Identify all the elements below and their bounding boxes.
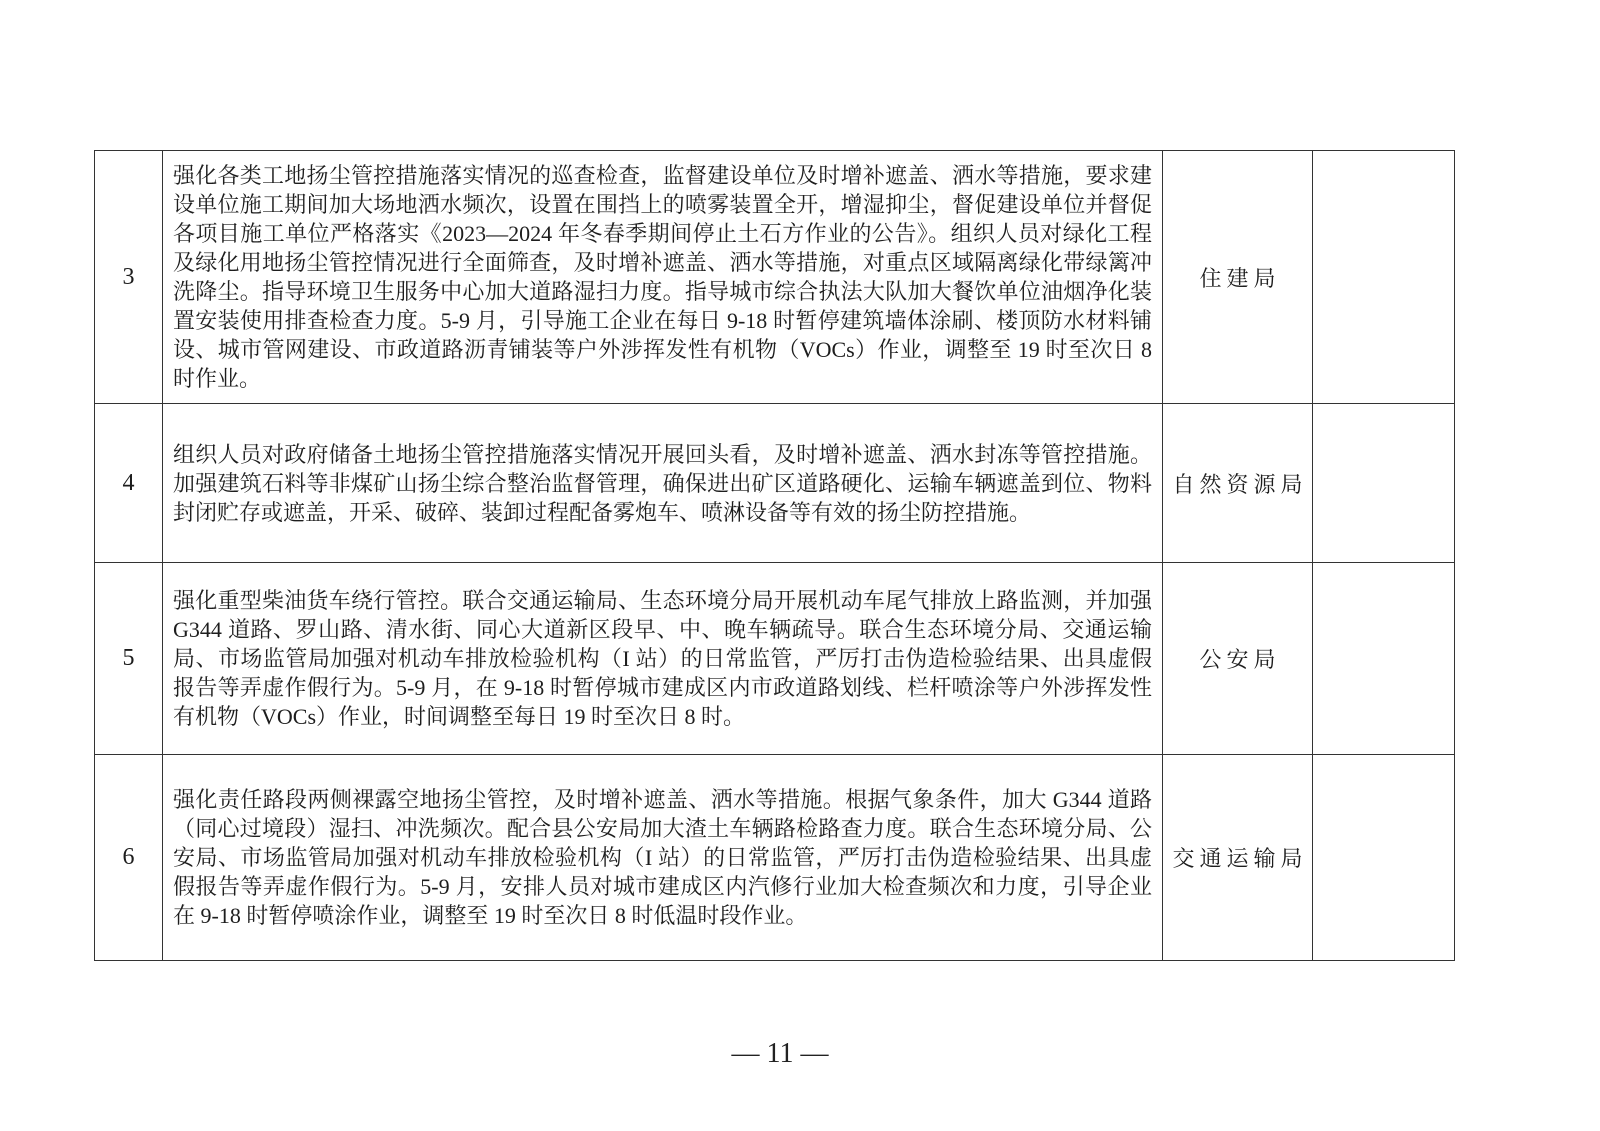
row-number: 6: [95, 755, 163, 961]
measure-text: 强化各类工地扬尘管控措施落实情况的巡查检查，监督建设单位及时增补遮盖、洒水等措施，要求建设单位施工期间加大场地洒水频次，设置在围挡上的喷雾装置全开，增湿抑尘，督促建设单位并督促各项目施工单位严格落实《2023—2024 年冬春季期间停止土石方作业的公告》。组织人员对绿化工程及绿化用地扬尘管控情况进行全面筛查，及时增补遮盖、洒水等措施，对重点区域隔离绿化带绿篱冲洗降尘。指导环境卫生服务中心加大道路湿扫力度。指导城市综合执法大队加大餐饮单位油烟净化装置安装使用排查检查力度。5-9 月，引导施工企业在每日 9-18 时暂停建筑墙体涂刷、楼顶防水材料铺设、城市管网建设、市政道路沥青铺装等户外涉挥发性有机物（VOCs）作业，调整至 19 时至次日 8 时作业。: [163, 151, 1163, 404]
row-number: 3: [95, 151, 163, 404]
remark-cell: [1313, 151, 1455, 404]
table-row: [95, 404, 1455, 563]
measures-table: [94, 150, 1455, 961]
department-name: 自然资源局: [1163, 404, 1313, 563]
row-number: 4: [95, 404, 163, 563]
table-row: [95, 151, 1455, 404]
measure-text: 强化重型柴油货车绕行管控。联合交通运输局、生态环境分局开展机动车尾气排放上路监测，并加强 G344 道路、罗山路、清水街、同心大道新区段早、中、晚车辆疏导。联合生态环境分局、交通运输局、市场监管局加强对机动车排放检验机构（I 站）的日常监管，严厉打击伪造检验结果、出具虚假报告等弄虚作假行为。5-9 月，在 9-18 时暂停城市建成区内市政道路划线、栏杆喷涂等户外涉挥发性有机物（VOCs）作业，时间调整至每日 19 时至次日 8 时。: [163, 563, 1163, 755]
remark-cell: [1313, 563, 1455, 755]
measure-text: 组织人员对政府储备土地扬尘管控措施落实情况开展回头看，及时增补遮盖、洒水封冻等管控措施。加强建筑石料等非煤矿山扬尘综合整治监督管理，确保进出矿区道路硬化、运输车辆遮盖到位、物料封闭贮存或遮盖，开采、破碎、装卸过程配备雾炮车、喷淋设备等有效的扬尘防控措施。: [163, 404, 1163, 563]
department-name: 交通运输局: [1163, 755, 1313, 961]
department-name: 住建局: [1163, 151, 1313, 404]
measure-text: 强化责任路段两侧裸露空地扬尘管控，及时增补遮盖、洒水等措施。根据气象条件，加大 G344 道路（同心过境段）湿扫、冲洗频次。配合县公安局加大渣土车辆路检路查力度。联合生态环境分局、公安局、市场监管局加强对机动车排放检验机构（I 站）的日常监管，严厉打击伪造检验结果、出具虚假报告等弄虚作假行为。5-9 月，安排人员对城市建成区内汽修行业加大检查频次和力度，引导企业在 9-18 时暂停喷涂作业，调整至 19 时至次日 8 时低温时段作业。: [163, 755, 1163, 961]
table-row: [95, 563, 1455, 755]
remark-cell: [1313, 404, 1455, 563]
table-row: [95, 755, 1455, 961]
row-number: 5: [95, 563, 163, 755]
department-name: 公安局: [1163, 563, 1313, 755]
page-number: — 11 —: [731, 1038, 829, 1069]
remark-cell: [1313, 755, 1455, 961]
